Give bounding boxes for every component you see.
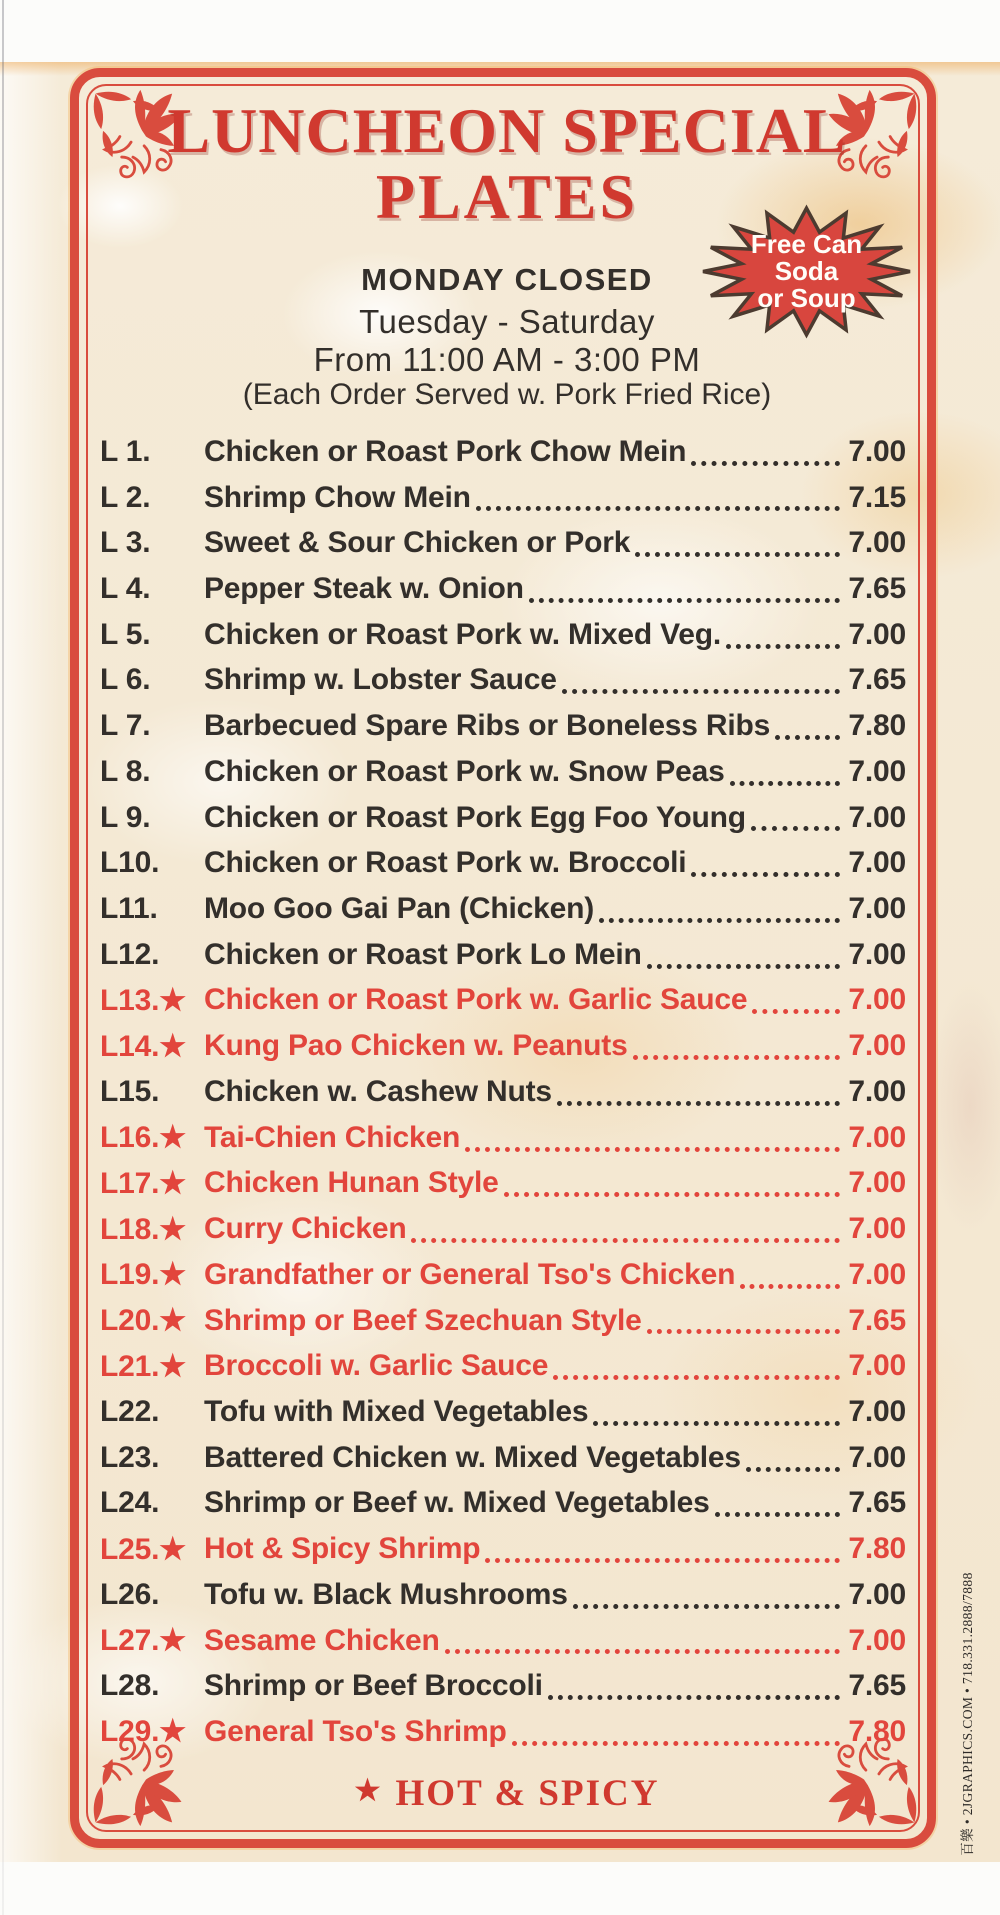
menu-item	[100, 978, 906, 1024]
dotted-leader	[775, 735, 840, 740]
item-name: Chicken or Roast Pork w. Snow Peas	[204, 754, 725, 788]
dotted-leader	[548, 1695, 841, 1700]
item-price: 7.80	[848, 1714, 906, 1748]
menu-item	[100, 1481, 906, 1527]
item-price: 7.00	[848, 1029, 906, 1063]
item-price: 7.65	[848, 663, 906, 697]
dotted-leader	[599, 918, 840, 923]
item-name: Chicken or Roast Pork Egg Foo Young	[204, 800, 746, 834]
item-price: 7.00	[848, 434, 906, 468]
item-number: L12.	[100, 937, 160, 971]
item-name: Sesame Chicken	[204, 1623, 440, 1657]
badge-line: Free Can	[750, 229, 863, 259]
menu-item	[100, 612, 906, 658]
dotted-leader	[529, 598, 841, 603]
menu-item	[100, 749, 906, 795]
menu-list	[100, 429, 906, 1755]
dotted-leader	[635, 552, 840, 557]
item-number: L20.★	[100, 1304, 186, 1338]
item-name: Sweet & Sour Chicken or Pork	[204, 526, 631, 560]
item-price: 7.00	[848, 754, 906, 788]
menu-item	[100, 1252, 906, 1298]
menu-item	[100, 840, 906, 886]
page-title-line1: LUNCHEON SPECIAL	[167, 95, 847, 166]
item-name: Tai-Chien Chicken	[204, 1120, 461, 1154]
item-price: 7.00	[848, 1440, 906, 1474]
hot-spicy-legend	[72, 1772, 942, 1815]
menu-item	[100, 1572, 906, 1618]
item-name: Chicken or Roast Pork w. Broccoli	[204, 846, 687, 880]
menu-item	[100, 566, 906, 612]
item-name: Kung Pao Chicken w. Peanuts	[204, 1029, 628, 1063]
item-name: Barbecued Spare Ribs or Boneless Ribs	[204, 709, 771, 743]
item-price: 7.00	[848, 617, 906, 651]
item-price: 7.00	[848, 800, 906, 834]
menu-item	[100, 886, 906, 932]
item-name: Tofu with Mixed Vegetables	[204, 1394, 589, 1428]
item-number: L28.	[100, 1669, 160, 1703]
badge-text	[697, 202, 916, 341]
menu-item	[100, 1343, 906, 1389]
item-name: Grandfather or General Tso's Chicken	[204, 1257, 736, 1291]
item-number: L10.	[100, 846, 160, 880]
dotted-leader	[476, 506, 841, 511]
menu-item	[100, 1526, 906, 1572]
item-price: 7.80	[848, 709, 906, 743]
menu-item	[100, 795, 906, 841]
item-price: 7.00	[848, 1212, 906, 1246]
item-number: L 7.	[100, 709, 151, 743]
item-price: 7.00	[848, 1349, 906, 1383]
item-number: L 5.	[100, 617, 151, 651]
menu-item	[100, 1435, 906, 1481]
item-price: 7.00	[848, 1577, 906, 1611]
scan-edge-line	[2, 0, 4, 1915]
item-number: L13.★	[100, 983, 186, 1017]
item-price: 7.00	[848, 1257, 906, 1291]
menu-item	[100, 475, 906, 521]
badge-line: Soda	[774, 256, 839, 286]
dotted-leader	[647, 1329, 841, 1334]
item-price: 7.65	[848, 1303, 906, 1337]
item-price: 7.00	[848, 937, 906, 971]
menu-item	[100, 658, 906, 704]
hot-star-icon: ★	[354, 1775, 383, 1807]
dotted-leader	[691, 872, 840, 877]
printer-credit: 百樂 • 2JGRAPHICS.COM • 718.331.2888/7888	[960, 1572, 975, 1856]
item-name: Pepper Steak w. Onion	[204, 572, 524, 606]
item-name: Shrimp Chow Mein	[204, 480, 471, 514]
hot-spicy-label: HOT & SPICY	[395, 1773, 660, 1814]
menu-item	[100, 1298, 906, 1344]
dotted-leader	[512, 1741, 841, 1746]
item-name: Shrimp or Beef Broccoli	[204, 1669, 543, 1703]
item-price: 7.00	[848, 1074, 906, 1108]
item-number: L 8.	[100, 754, 151, 788]
dotted-leader	[485, 1558, 840, 1563]
dotted-leader	[730, 781, 841, 786]
dotted-leader	[752, 1009, 840, 1014]
item-price: 7.65	[848, 1486, 906, 1520]
item-price: 7.65	[848, 572, 906, 606]
item-name: Curry Chicken	[204, 1212, 407, 1246]
item-name: Chicken Hunan Style	[204, 1166, 499, 1200]
item-number: L29.★	[100, 1715, 186, 1749]
dotted-leader	[562, 689, 841, 694]
item-number: L16.★	[100, 1121, 186, 1155]
item-price: 7.00	[848, 1120, 906, 1154]
item-price: 7.15	[848, 480, 906, 514]
dotted-leader	[715, 1512, 841, 1517]
item-name: General Tso's Shrimp	[204, 1714, 507, 1748]
item-price: 7.65	[848, 1669, 906, 1703]
item-number: L26.	[100, 1577, 160, 1611]
dotted-leader	[445, 1649, 841, 1654]
dotted-leader	[746, 1467, 841, 1472]
dotted-leader	[557, 1101, 840, 1106]
dotted-leader	[740, 1284, 840, 1289]
item-number: L18.★	[100, 1212, 186, 1246]
item-name: Chicken or Roast Pork Lo Mein	[204, 937, 642, 971]
dotted-leader	[573, 1604, 841, 1609]
dotted-leader	[593, 1421, 840, 1426]
item-name: Broccoli w. Garlic Sauce	[204, 1349, 549, 1383]
item-number: L 6.	[100, 663, 151, 697]
item-price: 7.00	[848, 892, 906, 926]
item-number: L15.	[100, 1074, 160, 1108]
dotted-leader	[504, 1192, 841, 1197]
item-price: 7.00	[848, 526, 906, 560]
served-note: (Each Order Served w. Pork Fried Rice)	[242, 378, 772, 411]
item-number: L24.	[100, 1486, 160, 1520]
item-number: L 2.	[100, 480, 151, 514]
item-name: Battered Chicken w. Mixed Vegetables	[204, 1440, 741, 1474]
item-number: L 3.	[100, 526, 151, 560]
item-price: 7.00	[848, 846, 906, 880]
item-price: 7.00	[848, 1623, 906, 1657]
menu-item	[100, 1069, 906, 1115]
closed-notice: MONDAY CLOSED	[361, 262, 653, 297]
item-price: 7.80	[848, 1532, 906, 1566]
open-hours: From 11:00 AM - 3:00 PM	[313, 341, 701, 378]
item-number: L23.	[100, 1440, 160, 1474]
menu-item	[100, 1161, 906, 1207]
dotted-leader	[691, 461, 840, 466]
dotted-leader	[465, 1147, 840, 1152]
item-name: Tofu w. Black Mushrooms	[204, 1577, 568, 1611]
item-name: Moo Goo Gai Pan (Chicken)	[204, 892, 595, 926]
item-number: L 1.	[100, 434, 151, 468]
item-name: Chicken or Roast Pork w. Garlic Sauce	[204, 983, 748, 1017]
free-offer-badge	[697, 202, 916, 341]
menu-item	[100, 1115, 906, 1161]
menu-item	[100, 1709, 906, 1755]
dotted-leader	[411, 1238, 840, 1243]
dotted-leader	[647, 964, 841, 969]
menu-item	[100, 1023, 906, 1069]
item-name: Chicken or Roast Pork Chow Mein	[204, 434, 687, 468]
dotted-leader	[633, 1055, 841, 1060]
menu-item	[100, 429, 906, 475]
menu-item	[100, 1206, 906, 1252]
item-number: L19.★	[100, 1258, 186, 1292]
item-number: L11.	[100, 892, 158, 926]
menu-item	[100, 703, 906, 749]
item-price: 7.00	[848, 983, 906, 1017]
menu-item	[100, 520, 906, 566]
item-name: Shrimp or Beef w. Mixed Vegetables	[204, 1486, 710, 1520]
item-number: L17.★	[100, 1166, 186, 1200]
dotted-leader	[751, 826, 840, 831]
item-number: L21.★	[100, 1349, 186, 1383]
menu-item	[100, 1663, 906, 1709]
item-number: L14.★	[100, 1029, 186, 1063]
page-title-line2: PLATES	[375, 161, 639, 232]
item-name: Shrimp or Beef Szechuan Style	[204, 1303, 642, 1337]
item-number: L 4.	[100, 572, 151, 606]
item-name: Shrimp w. Lobster Sauce	[204, 663, 557, 697]
menu-item	[100, 1618, 906, 1664]
item-number: L25.★	[100, 1532, 186, 1566]
dotted-leader	[726, 644, 840, 649]
dotted-leader	[553, 1375, 840, 1380]
item-name: Hot & Spicy Shrimp	[204, 1532, 481, 1566]
item-price: 7.00	[848, 1394, 906, 1428]
item-name: Chicken w. Cashew Nuts	[204, 1074, 552, 1108]
item-number: L27.★	[100, 1624, 186, 1658]
item-name: Chicken or Roast Pork w. Mixed Veg.	[204, 617, 722, 651]
badge-line: or Soup	[757, 283, 856, 313]
item-price: 7.00	[848, 1166, 906, 1200]
item-number: L22.	[100, 1394, 160, 1428]
menu-item	[100, 1389, 906, 1435]
item-number: L 9.	[100, 800, 151, 834]
menu-item	[100, 932, 906, 978]
open-days: Tuesday - Saturday	[359, 303, 655, 340]
